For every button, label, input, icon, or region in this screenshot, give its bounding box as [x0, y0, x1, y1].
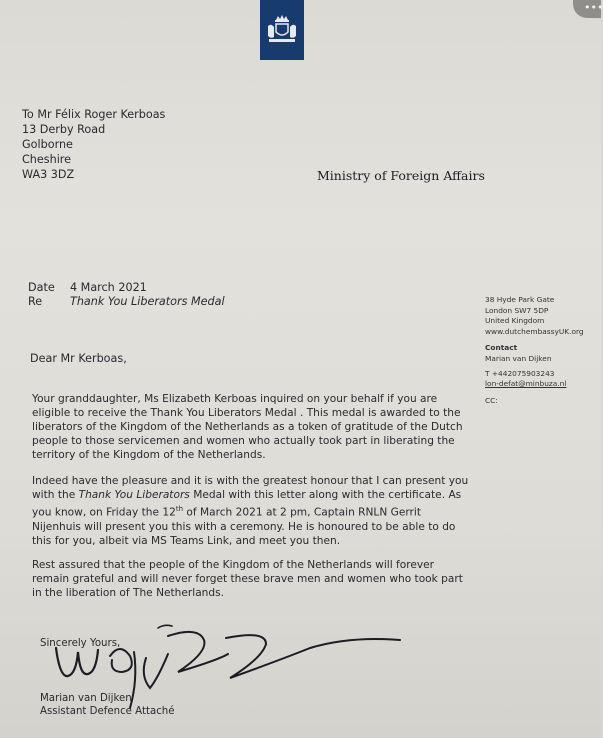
paragraph-line [32, 502, 492, 520]
date-value: 4 March 2021 [70, 281, 147, 294]
contact-phone: T +442075903243 [485, 369, 555, 378]
text-run: you know, on Friday the 12 [32, 506, 176, 519]
embassy-website: www.dutchembassyUK.org [485, 326, 584, 336]
contact-email: lon-defat@minbuza.nl [485, 379, 567, 388]
medal-name-italic: Thank You Liberators [78, 489, 190, 501]
paragraph-line: Indeed have the pleasure and it is with the greatest honour that I can present you [32, 475, 469, 487]
embassy-address-line: United Kingdom [485, 316, 545, 325]
paragraph-2 [32, 474, 492, 548]
closing: Sincerely Yours, [40, 638, 121, 649]
signer-title: Assistant Defence Attaché [40, 706, 175, 717]
crown-crest-icon [264, 14, 300, 46]
cc-label: CC: [485, 396, 498, 405]
embassy-address [485, 295, 584, 337]
paragraph-line: eligible to receive the Thank You Liberators Medal . This medal is awarded to the [32, 407, 461, 419]
paragraph-line: liberators of the Kingdom of the Netherlands as a token of gratitude of the Dutch [32, 421, 463, 433]
recipient-line: 13 Derby Road [22, 123, 106, 136]
salutation: Dear Mr Kerboas, [30, 352, 127, 365]
text-run: with the [32, 489, 79, 501]
coat-of-arms-logo [260, 0, 304, 60]
recipient-line: Golborne [22, 138, 73, 151]
paragraph-line: Nijenhuis will present you this with a ceremony. He is honoured to be able to do [32, 520, 456, 533]
paragraph-line: territory of the Kingdom of the Netherlands. [32, 449, 266, 461]
signer-name: Marian van Dijken [40, 693, 132, 704]
paragraph-line [32, 488, 492, 502]
re-label: Re [28, 295, 43, 308]
ministry-heading: Ministry of Foreign Affairs [317, 168, 485, 183]
date-label: Date [28, 281, 55, 294]
paragraph-1 [32, 392, 492, 462]
paragraph-line: remain grateful and will never forget these brave men and women who took part [32, 573, 463, 585]
paragraph-line: people to those servicemen and women who actually took part in liberating the [32, 435, 455, 447]
embassy-address-line: London SW7 5DP [485, 305, 549, 315]
recipient-line: WA3 3DZ [22, 168, 75, 181]
paragraph-3 [32, 558, 492, 600]
paragraph-line: Your granddaughter, Ms Elizabeth Kerboas inquired on your behalf if you are [32, 393, 438, 405]
recipient-address [22, 107, 165, 182]
re-value: Thank You Liberators Medal [70, 295, 225, 308]
paragraph-line: Rest assured that the people of the Kingdom of the Netherlands will forever [32, 559, 435, 571]
contact-block [485, 343, 552, 364]
recipient-line: To Mr Félix Roger Kerboas [22, 108, 166, 121]
contact-label: Contact [485, 343, 518, 352]
dots-icon: ••• [584, 1, 603, 14]
paragraph-line: this for you, albeit via MS Teams Link, and meet you then. [32, 534, 341, 547]
text-run: of March 2021 at 2 pm, Captain RNLN Gerrit [183, 506, 421, 519]
superscript: th [175, 505, 184, 513]
recipient-line: Cheshire [22, 153, 72, 166]
embassy-address-line: 38 Hyde Park Gate [485, 295, 555, 304]
overlay-corner [573, 0, 601, 18]
text-run: Medal with this letter along with the certificate. As [189, 489, 462, 501]
contact-name: Marian van Dijken [485, 353, 552, 363]
paragraph-line: in the liberation of The Netherlands. [32, 587, 225, 599]
